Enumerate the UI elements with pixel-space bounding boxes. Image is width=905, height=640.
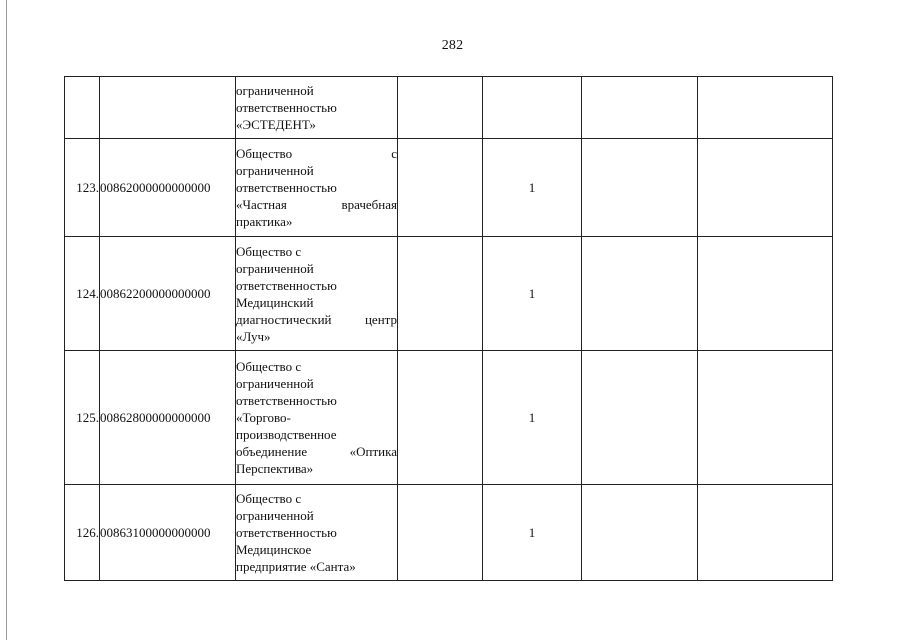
name-word: «Частная — [236, 197, 287, 212]
registry-table — [64, 76, 833, 581]
name-line-justified — [236, 145, 397, 162]
table-row — [65, 351, 833, 485]
row-number: 125. — [65, 351, 100, 485]
name-line: ограниченной — [236, 260, 314, 276]
name-line: ответственностью — [236, 277, 337, 293]
empty-cell — [698, 485, 833, 581]
name-word: диагностический — [236, 311, 332, 327]
table-row — [65, 485, 833, 581]
empty-cell — [398, 77, 483, 139]
name-line: ответственностью — [236, 525, 337, 540]
name-line: практика» — [236, 214, 293, 229]
name-line: производственное — [236, 427, 337, 442]
empty-cell — [698, 237, 833, 351]
name-line: ответственностью — [236, 100, 337, 115]
name-word: центр — [364, 311, 397, 327]
empty-cell — [398, 139, 483, 237]
empty-cell — [398, 237, 483, 351]
name-line: Медицинское — [236, 542, 312, 557]
organization-name — [236, 485, 398, 581]
empty-cell — [582, 485, 698, 581]
empty-cell — [582, 351, 698, 485]
name-line: «Торгово- — [236, 410, 291, 425]
empty-cell — [398, 485, 483, 581]
row-value: 1 — [483, 351, 582, 485]
table-row — [65, 237, 833, 351]
name-word: с — [391, 146, 397, 161]
name-line: Общество с — [236, 491, 302, 506]
row-code: 00862800000000000 — [100, 351, 236, 485]
name-line: ответственностью — [236, 180, 337, 195]
row-code: 00862000000000000 — [100, 139, 236, 237]
empty-cell — [398, 351, 483, 485]
empty-cell — [582, 77, 698, 139]
organization-name — [236, 237, 398, 351]
row-value: 1 — [483, 237, 582, 351]
name-line: ограниченной — [236, 376, 314, 391]
name-line: ограниченной — [236, 83, 314, 98]
organization-name — [236, 351, 398, 485]
name-line: Перспектива» — [236, 461, 314, 476]
name-word: объединение — [236, 444, 308, 459]
row-code: 00863100000000000 — [100, 485, 236, 581]
table-row — [65, 139, 833, 237]
row-code — [100, 77, 236, 139]
name-line: предприятие «Санта» — [236, 559, 356, 574]
empty-cell — [582, 237, 698, 351]
name-line: Общество с — [236, 243, 302, 259]
row-number: 126. — [65, 485, 100, 581]
name-word: «Оптика — [349, 444, 397, 459]
row-number: 124. — [65, 237, 100, 351]
name-line — [236, 443, 397, 460]
name-line: ограниченной — [236, 508, 314, 523]
name-line: Общество с — [236, 359, 302, 374]
empty-cell — [582, 139, 698, 237]
row-value — [483, 77, 582, 139]
name-line: ответственностью — [236, 393, 337, 408]
name-line: «ЭСТЕДЕНТ» — [236, 117, 316, 132]
row-value: 1 — [483, 139, 582, 237]
name-line: ограниченной — [236, 163, 314, 178]
empty-cell — [698, 77, 833, 139]
name-line: «Луч» — [236, 328, 271, 344]
name-word: Общество — [236, 146, 293, 161]
name-word: врачебная — [341, 197, 397, 212]
scan-edge-line — [6, 0, 7, 640]
row-value: 1 — [483, 485, 582, 581]
empty-cell — [698, 351, 833, 485]
organization-name — [236, 77, 398, 139]
name-line — [236, 196, 397, 213]
row-number — [65, 77, 100, 139]
page-number: 282 — [441, 38, 464, 53]
empty-cell — [698, 139, 833, 237]
table-row — [65, 77, 833, 139]
organization-name — [236, 139, 398, 237]
row-number: 123. — [65, 139, 100, 237]
name-line: Медицинский — [236, 294, 314, 310]
row-code: 00862200000000000 — [100, 237, 236, 351]
name-line — [236, 311, 397, 328]
